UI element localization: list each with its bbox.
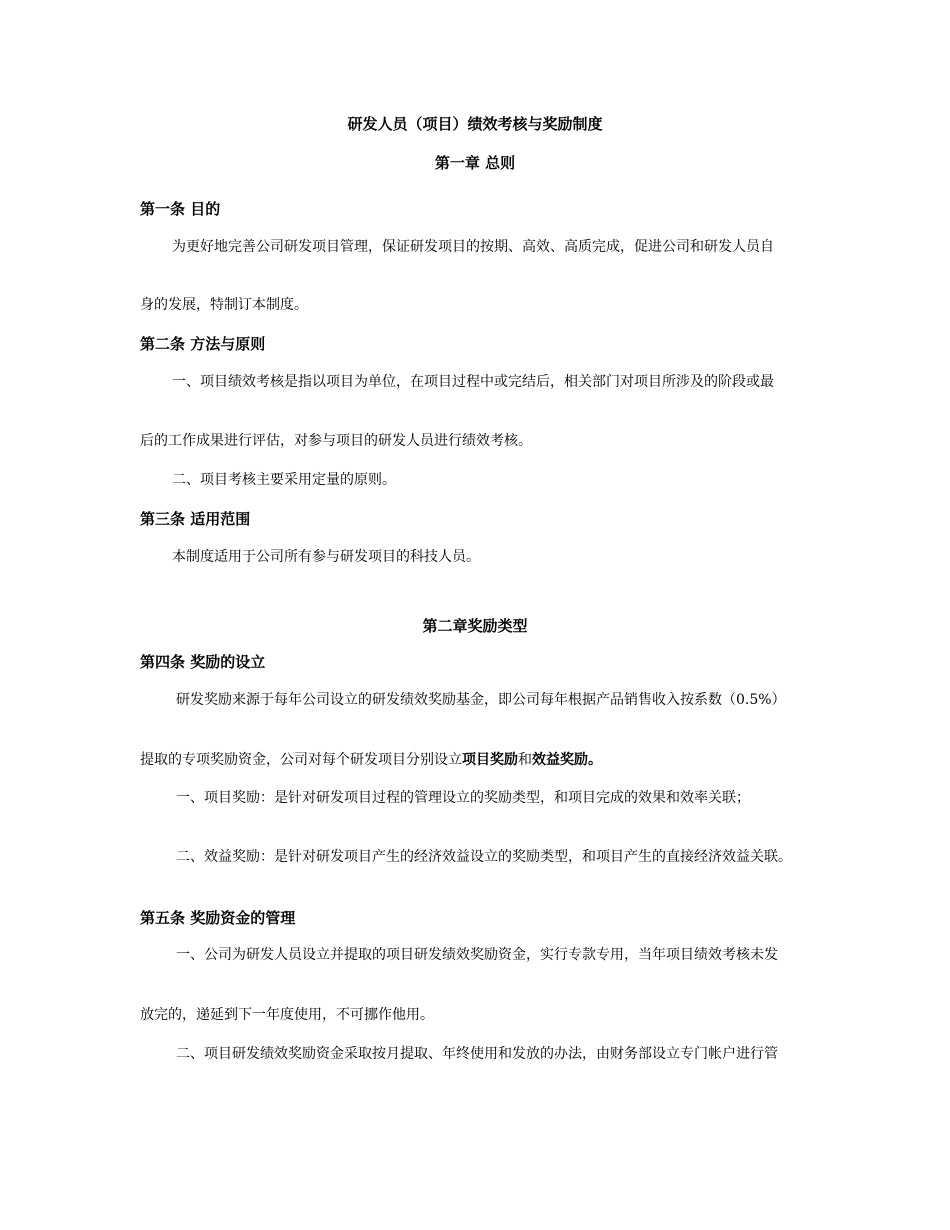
article-5-paragraph-1: 一、公司为研发人员设立并提取的项目研发绩效奖励资金，实行专款专用，当年项目绩效考核未发 [176, 947, 778, 963]
article-3-paragraph: 本制度适用于公司所有参与研发项目的科技人员。 [172, 549, 480, 565]
article-1-heading: 第一条 目的 [140, 200, 221, 218]
article-1-paragraph-continuation: 身的发展，特制订本制度。 [140, 297, 308, 313]
article-4-paragraph-1-continuation [140, 749, 820, 771]
article-4-paragraph-1: 研发奖励来源于每年公司设立的研发绩效奖励基金，即公司每年根据产品销售收入按系数（0.5%） [176, 692, 786, 708]
article-2-heading: 第二条 方法与原则 [140, 335, 266, 353]
article-2-paragraph-1: 一、项目绩效考核是指以项目为单位，在项目过程中或完结后，相关部门对项目所涉及的阶段或最 [172, 374, 774, 390]
project-award-term: 项目奖励 [462, 752, 518, 768]
article-2-paragraph-2: 二、项目考核主要采用定量的原则。 [172, 472, 396, 488]
article-5-paragraph-2: 二、项目研发绩效奖励资金采取按月提取、年终使用和发放的办法，由财务部设立专门帐户进行管 [176, 1046, 778, 1062]
article-4-paragraph-2: 一、项目奖励：是针对研发项目过程的管理设立的奖励类型，和项目完成的效果和效率关联； [176, 790, 750, 806]
article-4-text-b: 和 [518, 752, 532, 768]
article-5-heading: 第五条 奖励资金的管理 [140, 909, 296, 927]
document-title: 研发人员（项目）绩效考核与奖励制度 [347, 115, 603, 133]
article-5-paragraph-1-continuation: 放完的，递延到下一年度使用，不可挪作他用。 [140, 1007, 434, 1023]
chapter-1-title: 第一章 总则 [434, 154, 516, 172]
article-2-paragraph-1-continuation: 后的工作成果进行评估，对参与项目的研发人员进行绩效考核。 [140, 433, 532, 449]
article-4-text-a: 提取的专项奖励资金，公司对每个研发项目分别设立 [140, 752, 462, 768]
benefit-award-term: 效益奖励。 [532, 752, 602, 768]
article-3-heading: 第三条 适用范围 [140, 510, 251, 528]
chapter-2-title: 第二章奖励类型 [422, 617, 528, 635]
article-4-paragraph-3: 二、效益奖励：是针对研发项目产生的经济效益设立的奖励类型，和项目产生的直接经济效益关联。 [176, 849, 792, 865]
article-4-heading: 第四条 奖励的设立 [140, 653, 266, 671]
article-1-paragraph: 为更好地完善公司研发项目管理，保证研发项目的按期、高效、高质完成，促进公司和研发人员自 [172, 239, 774, 255]
